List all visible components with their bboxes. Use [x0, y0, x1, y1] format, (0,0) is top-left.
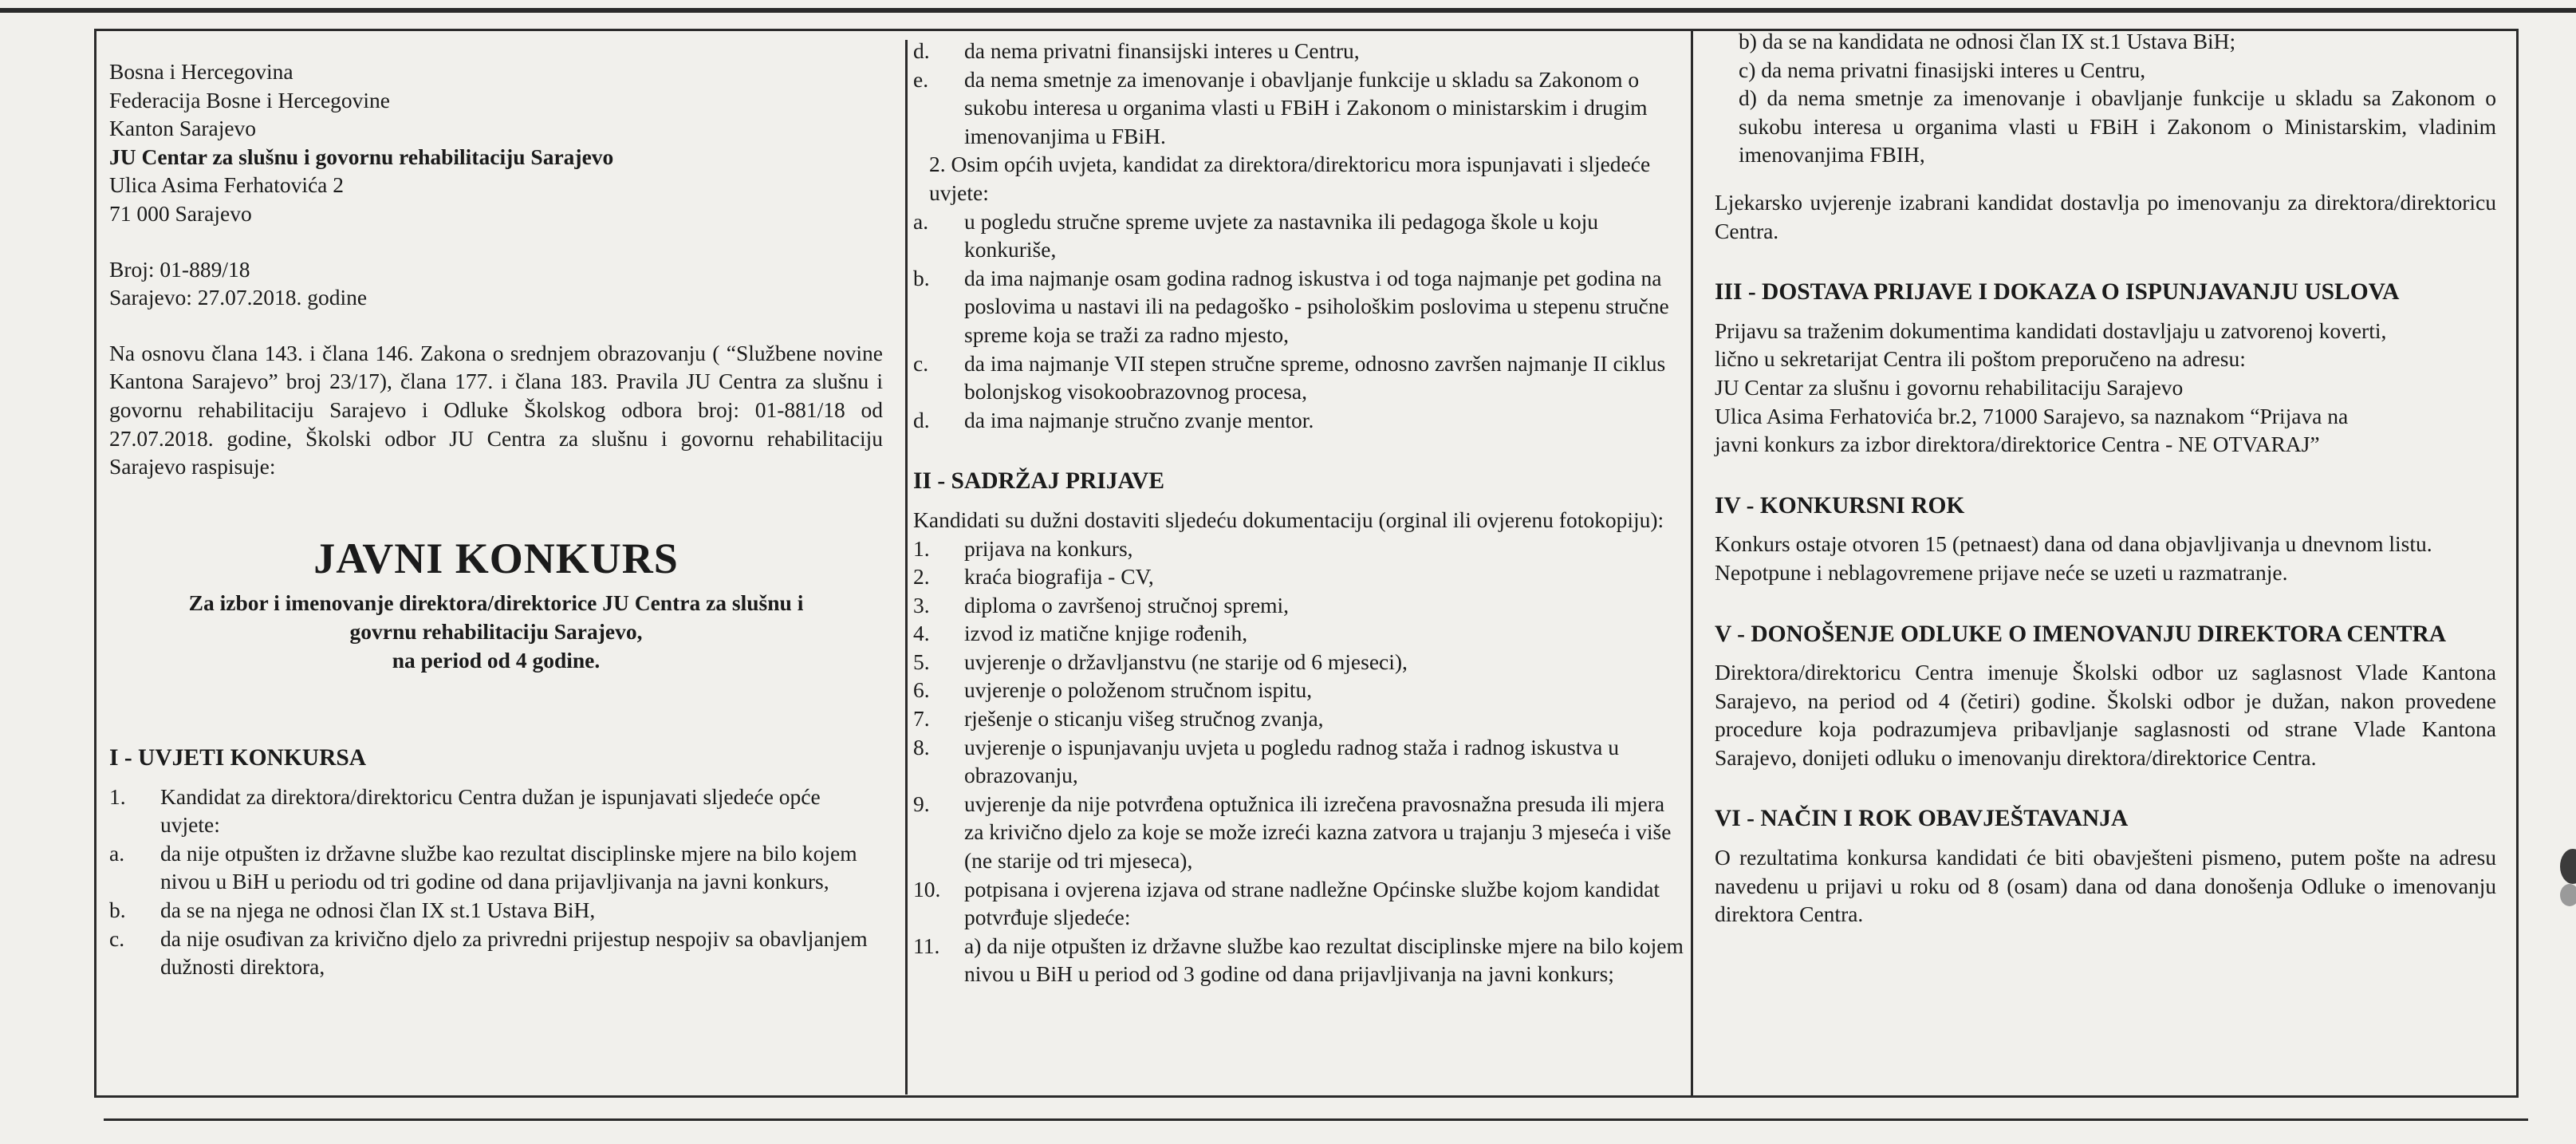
list-item: 1. Kandidat za direktora/direktoricu Centra dužan je ispunjavati sljedeće opće uvjete: — [109, 783, 821, 838]
notification-text: O rezultatima konkursa kandidati će biti obavješteni pismeno, putem pošte na adresu navedenu u prijavi u roku od 8 (osam) dana od dana donošenja Odluke o imenovanju direktora Centra. — [1715, 845, 2496, 927]
section-6-heading: VI - NAČIN I ROK OBAVJEŠTAVANJA — [1715, 806, 2129, 832]
general-conditions-list — [109, 783, 883, 981]
list-item: 6. uvjerenje o položenom stručnom ispitu, — [913, 677, 1313, 703]
documents-list — [913, 535, 1687, 989]
issuer-line: Bosna i Hercegovina — [109, 59, 293, 84]
document-subtitle: Za izbor i imenovanje direktora/direktorice JU Centra za slušnu i govrnu rehabilitaciju Sarajevo, na period od 4 godine. — [188, 590, 804, 673]
column-3 — [1715, 27, 2496, 929]
list-item: b. da ima najmanje osam godina radnog iskustva i od toga najmanje pet godina na poslovima u nastavi ili na pedagoško - psihološkim poslovima u stepenu stručne spreme koja se traži za radno mjesto, — [913, 265, 1669, 347]
decision-text: Direktora/direktoricu Centra imenuje Školski odbor uz saglasnost Vlade Kantona Sarajevo, na period od 4 (četiri) godine. Školski odbor je dužan, nakon provedene procedure koja podrazumjeva pribavljanje saglasnosti od strane Vlade Kantona Sarajevo, donijeti odluku o imenovanju direktora/direktorice Centra. — [1715, 660, 2496, 770]
bottom-border-line — [104, 1118, 2528, 1121]
special-conditions-intro: 2. Osim općih uvjeta, kandidat za direktora/direktoricu mora ispunjavati i sljedeće uvjete: — [929, 152, 1651, 205]
intro-paragraph: Na osnovu člana 143. i člana 146. Zakona o srednjem obrazovanju ( “Službene novine Kantona Sarajevo” broj 23/17), člana 177. i člana 183. Pravila JU Centra za slušnu i govornu rehabilitaciju Sarajevo i Odluke Školskog odbora broj: 01-881/18 od 27.07.2018. godine, Školski odbor JU Centra za slušnu i govornu rehabilitaciju Sarajevo raspisuje: — [109, 340, 883, 479]
incomplete-applications-note: Nepotpune i neblagovremene prijave neće se uzeti u razmatranje. — [1715, 559, 2288, 585]
section-5-heading: V - DONOŠENJE ODLUKE O IMENOVANJU DIREKTORA CENTRA — [1715, 621, 2447, 647]
declaration-subitem: d) da nema smetnje za imenovanje i obavljanje funkcije u skladu sa Zakonom o sukobu interesa u organima vlasti u FBiH i Zakonom o Ministarskim, vladinim imenovanjima FBIH, — [1739, 85, 2496, 168]
declaration-subitem: c) da nema privatni finasijski interes u Centru, — [1739, 57, 2146, 82]
section-3-heading: III - DOSTAVA PRIJAVE I DOKAZA O ISPUNJAVANJU USLOVA — [1715, 279, 2400, 306]
scan-mark-light — [2560, 884, 2576, 906]
issuer-city: 71 000 Sarajevo — [109, 200, 252, 226]
list-item: d. da ima najmanje stručno zvanje mentor. — [913, 407, 1314, 432]
declaration-subitem: b) da se na kandidata ne odnosi član IX st.1 Ustava BiH; — [1739, 29, 2236, 53]
issuer-line: Federacija Bosne i Hercegovine — [109, 87, 391, 112]
list-item: d. da nema privatni finansijski interes u Centru, — [913, 38, 1360, 63]
column-divider-left — [905, 40, 908, 1095]
list-item: e. da nema smetnje za imenovanje i obavljanje funkcije u skladu sa Zakonom o sukobu interesa u organima vlasti u FBiH i Zakonom o ministarskim i drugim imenovanjima u FBiH. — [913, 66, 1648, 148]
general-conditions-list-cont — [913, 37, 1687, 150]
issuer-block — [109, 57, 883, 228]
list-item: 3. diploma o završenoj stručnoj spremi, — [913, 592, 1290, 617]
list-item: a. u pogledu stručne spreme uvjete za nastavnika ili pedagoga škole u koju konkuriše, — [913, 208, 1598, 262]
section-4-heading: IV - KONKURSNI ROK — [1715, 492, 1965, 519]
list-item: 1. prijava na konkurs, — [913, 535, 1133, 561]
list-item: 7. rješenje o sticanju višeg stručnog zvanja, — [913, 706, 1324, 732]
list-item: 10. potpisana i ovjerena izjava od strane nadležne Općinske službe kojom kandidat potvrđuje sljedeće: — [913, 876, 1660, 930]
list-item: 11. a) da nije otpušten iz državne službe kao rezultat disciplinske mjere na bilo kojem nivou u BiH u period od 3 godine od dana prijavljivanja na javni konkurs; — [913, 933, 1684, 987]
section-1-heading: I - UVJETI KONKURSA — [109, 745, 367, 771]
issuer-line: Kanton Sarajevo — [109, 116, 257, 141]
documents-intro: Kandidati su dužni dostaviti sljedeću dokumentaciju (orginal ili ovjerenu fotokopiju): — [913, 507, 1664, 532]
list-item: c. da nije osuđivan za krivično djelo za privredni prijestup nespojiv sa obavljanjem dužnosti direktora, — [109, 925, 868, 980]
section-2-heading: II - SADRŽAJ PRIJAVE — [913, 468, 1164, 495]
column-1 — [109, 57, 883, 981]
issuer-name: JU Centar za slušnu i govornu rehabilitaciju Sarajevo — [109, 144, 614, 169]
deadline-text: Konkurs ostaje otvoren 15 (petnaest) dana od dana objavljivanja u dnevnom listu. — [1715, 531, 2432, 557]
list-item: a. da nije otpušten iz državne službe kao rezultat disciplinske mjere na bilo kojem nivou u BiH u periodu od tri godine od dana prijavljivanja na javni konkurs, — [109, 840, 857, 894]
list-item: c. da ima najmanje VII stepen stručne spreme, odnosno završen najmanje II ciklus bolonjskog visokoobrazovnog procesa, — [913, 350, 1666, 404]
list-item: 5. uvjerenje o državljanstvu (ne starije od 6 mjeseci), — [913, 649, 1408, 674]
list-item: 4. izvod iz matične knjige rođenih, — [913, 621, 1248, 646]
special-conditions-list — [913, 207, 1687, 435]
issuer-address: Ulica Asima Ferhatovića 2 — [109, 172, 345, 198]
medical-certificate-note: Ljekarsko uvjerenje izabrani kandidat dostavlja po imenovanju za direktora/direktoricu Centra. — [1715, 189, 2496, 243]
document-title: JAVNI KONKURS — [313, 534, 679, 582]
scan-mark-dark — [2560, 849, 2576, 884]
reference-number: Broj: 01-889/18 — [109, 256, 250, 282]
column-2 — [913, 37, 1687, 988]
document-date: Sarajevo: 27.07.2018. godine — [109, 285, 368, 310]
top-border-line — [0, 8, 2576, 13]
list-item: 8. uvjerenje o ispunjavanju uvjeta u pogledu radnog staža i radnog iskustva u obrazovanju, — [913, 734, 1619, 788]
list-item: 2. kraća biografija - CV, — [913, 564, 1154, 590]
list-item: b. da se na njega ne odnosi član IX st.1 Ustava BiH, — [109, 897, 596, 923]
column-divider-right — [1691, 29, 1693, 1098]
submission-block: Prijavu sa traženim dokumentima kandidati dostavljaju u zatvorenoj koverti, lično u sekretarijat Centra ili poštom preporučeno na adresu: JU Centar za slušnu i govornu rehabilitaciju Sarajevo Ulica Asima Ferhatovića br.2, 71000 Sarajevo, sa naznakom “Prijava na javni konkurs za izbor direktora/direktorice Centra - NE OTVARAJ” — [1715, 318, 2387, 457]
list-item: 9. uvjerenje da nije potvrđena optužnica ili izrečena pravosnažna presuda ili mjera za krivično djelo za koje se može izreći kazna zatvora u trajanju 3 mjeseća i više (ne starije od tri mjeseca), — [913, 791, 1672, 874]
